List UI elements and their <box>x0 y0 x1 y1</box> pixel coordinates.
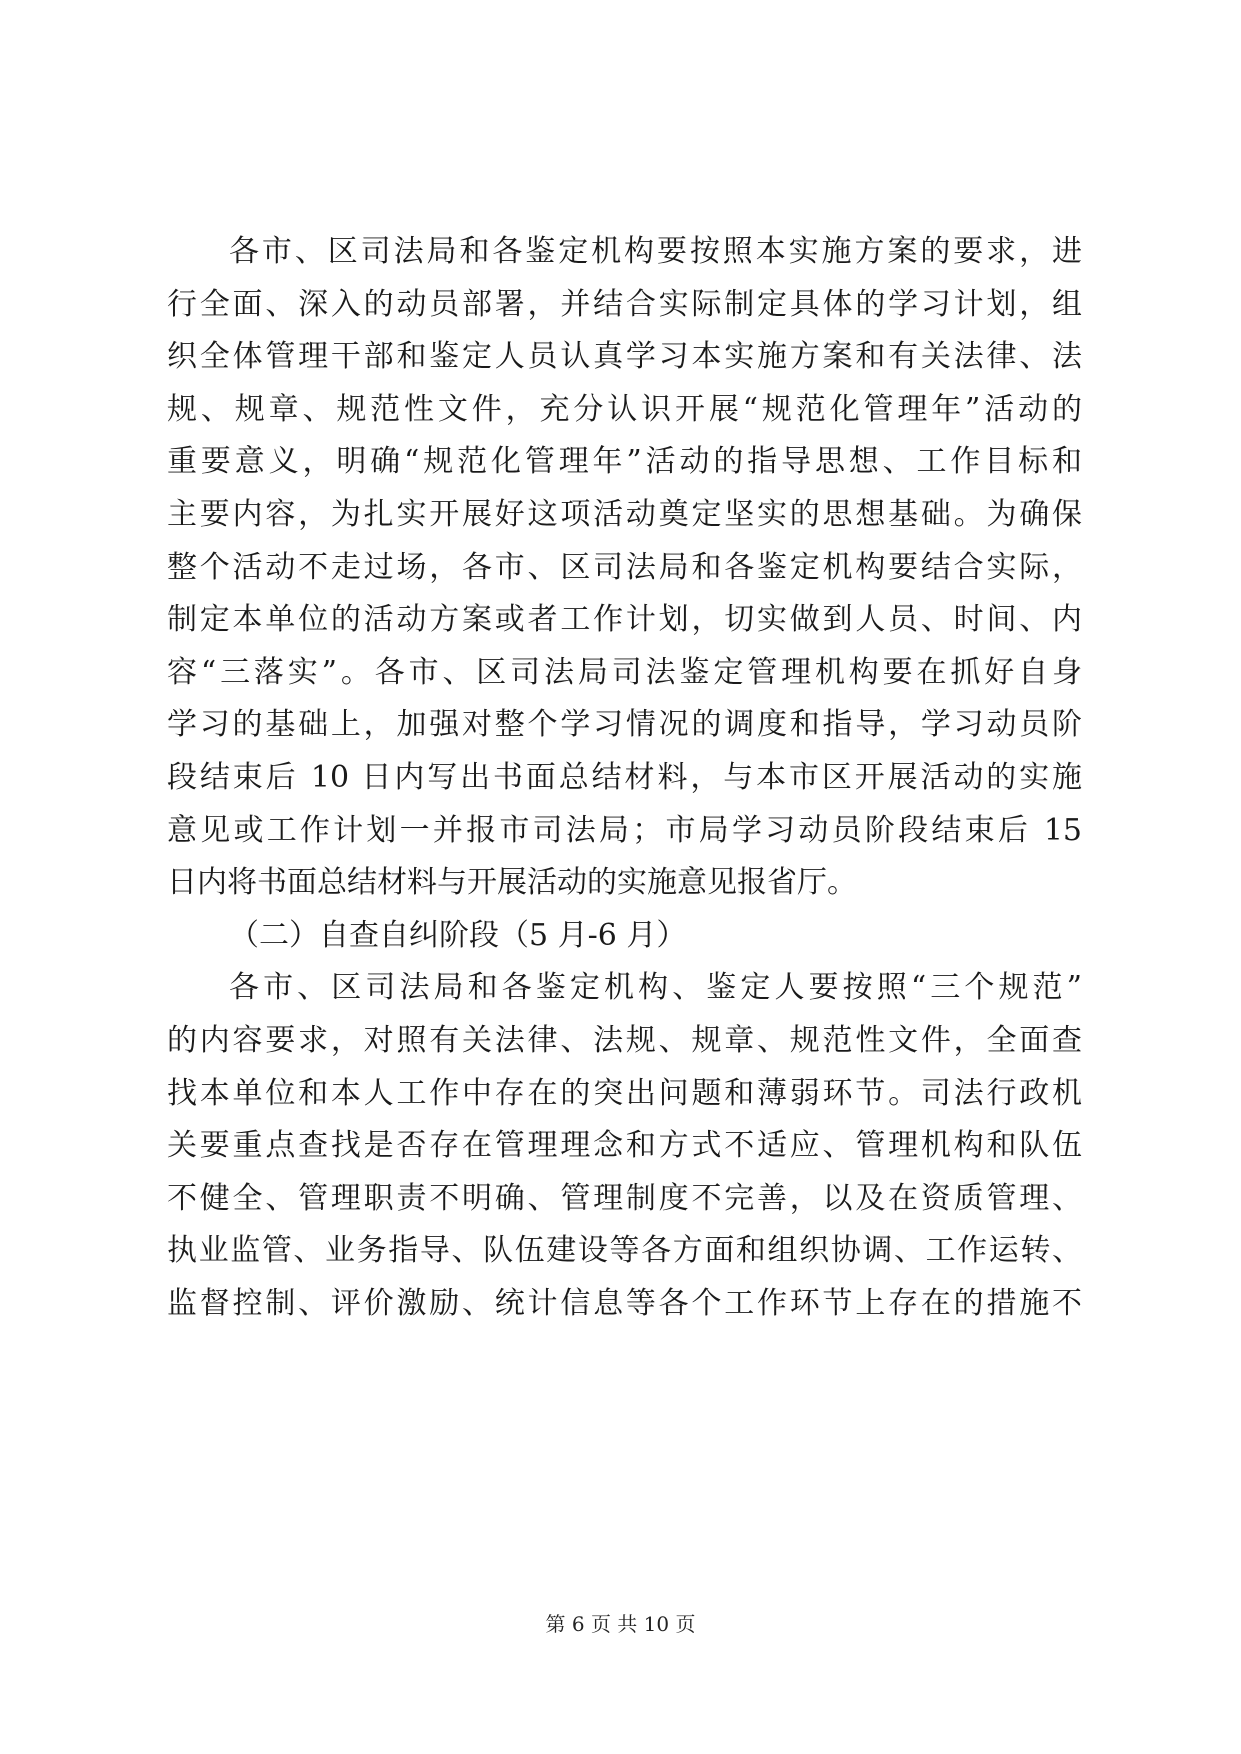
text-line: 规、规章、规范性文件，充分认识开展“规范化管理年”活动的 <box>167 391 1082 427</box>
paragraph <box>167 226 1082 910</box>
text-line: 执业监管、业务指导、队伍建设等各方面和组织协调、工作运转、 <box>167 1233 1082 1269</box>
body-text <box>167 226 1082 1330</box>
section-heading-text: （二）自查自纠阶段（5 月-6 月） <box>229 917 687 953</box>
text-line: 的内容要求，对照有关法律、法规、规章、规范性文件，全面查 <box>167 1022 1082 1058</box>
text-line: 织全体管理干部和鉴定人员认真学习本实施方案和有关法律、法 <box>167 339 1082 375</box>
text-line: 学习的基础上，加强对整个学习情况的调度和指导，学习动员阶 <box>167 707 1082 743</box>
section-heading <box>167 910 1082 963</box>
paragraph <box>167 962 1082 1330</box>
text-line: 主要内容，为扎实开展好这项活动奠定坚实的思想基础。为确保 <box>167 496 1082 532</box>
text-line: 各市、区司法局和各鉴定机构要按照本实施方案的要求，进 <box>229 234 1082 269</box>
text-line: 找本单位和本人工作中存在的突出问题和薄弱环节。司法行政机 <box>167 1075 1082 1111</box>
text-line: 整个活动不走过场，各市、区司法局和各鉴定机构要结合实际， <box>167 549 1082 585</box>
page-number: 第 6 页 共 10 页 <box>545 1612 696 1636</box>
text-line: 行全面、深入的动员部署，并结合实际制定具体的学习计划，组 <box>167 286 1082 322</box>
text-line: 意见或工作计划一并报市司法局；市局学习动员阶段结束后 15 <box>167 812 1082 848</box>
text-line: 重要意义，明确“规范化管理年”活动的指导思想、工作目标和 <box>167 444 1082 480</box>
text-line: 日内将书面总结材料与开展活动的实施意见报省厅。 <box>167 865 857 901</box>
text-line: 制定本单位的活动方案或者工作计划，切实做到人员、时间、内 <box>167 602 1082 638</box>
text-line: 容“三落实”。各市、区司法局司法鉴定管理机构要在抓好自身 <box>167 654 1082 690</box>
text-line: 段结束后 10 日内写出书面总结材料，与本市区开展活动的实施 <box>167 759 1082 795</box>
text-line: 关要重点查找是否存在管理理念和方式不适应、管理机构和队伍 <box>167 1128 1082 1164</box>
text-line: 各市、区司法局和各鉴定机构、鉴定人要按照“三个规范” <box>229 970 1082 1006</box>
text-line: 监督控制、评价激励、统计信息等各个工作环节上存在的措施不 <box>167 1285 1082 1321</box>
text-line: 不健全、管理职责不明确、管理制度不完善，以及在资质管理、 <box>167 1180 1082 1216</box>
page-footer <box>0 1612 1241 1636</box>
